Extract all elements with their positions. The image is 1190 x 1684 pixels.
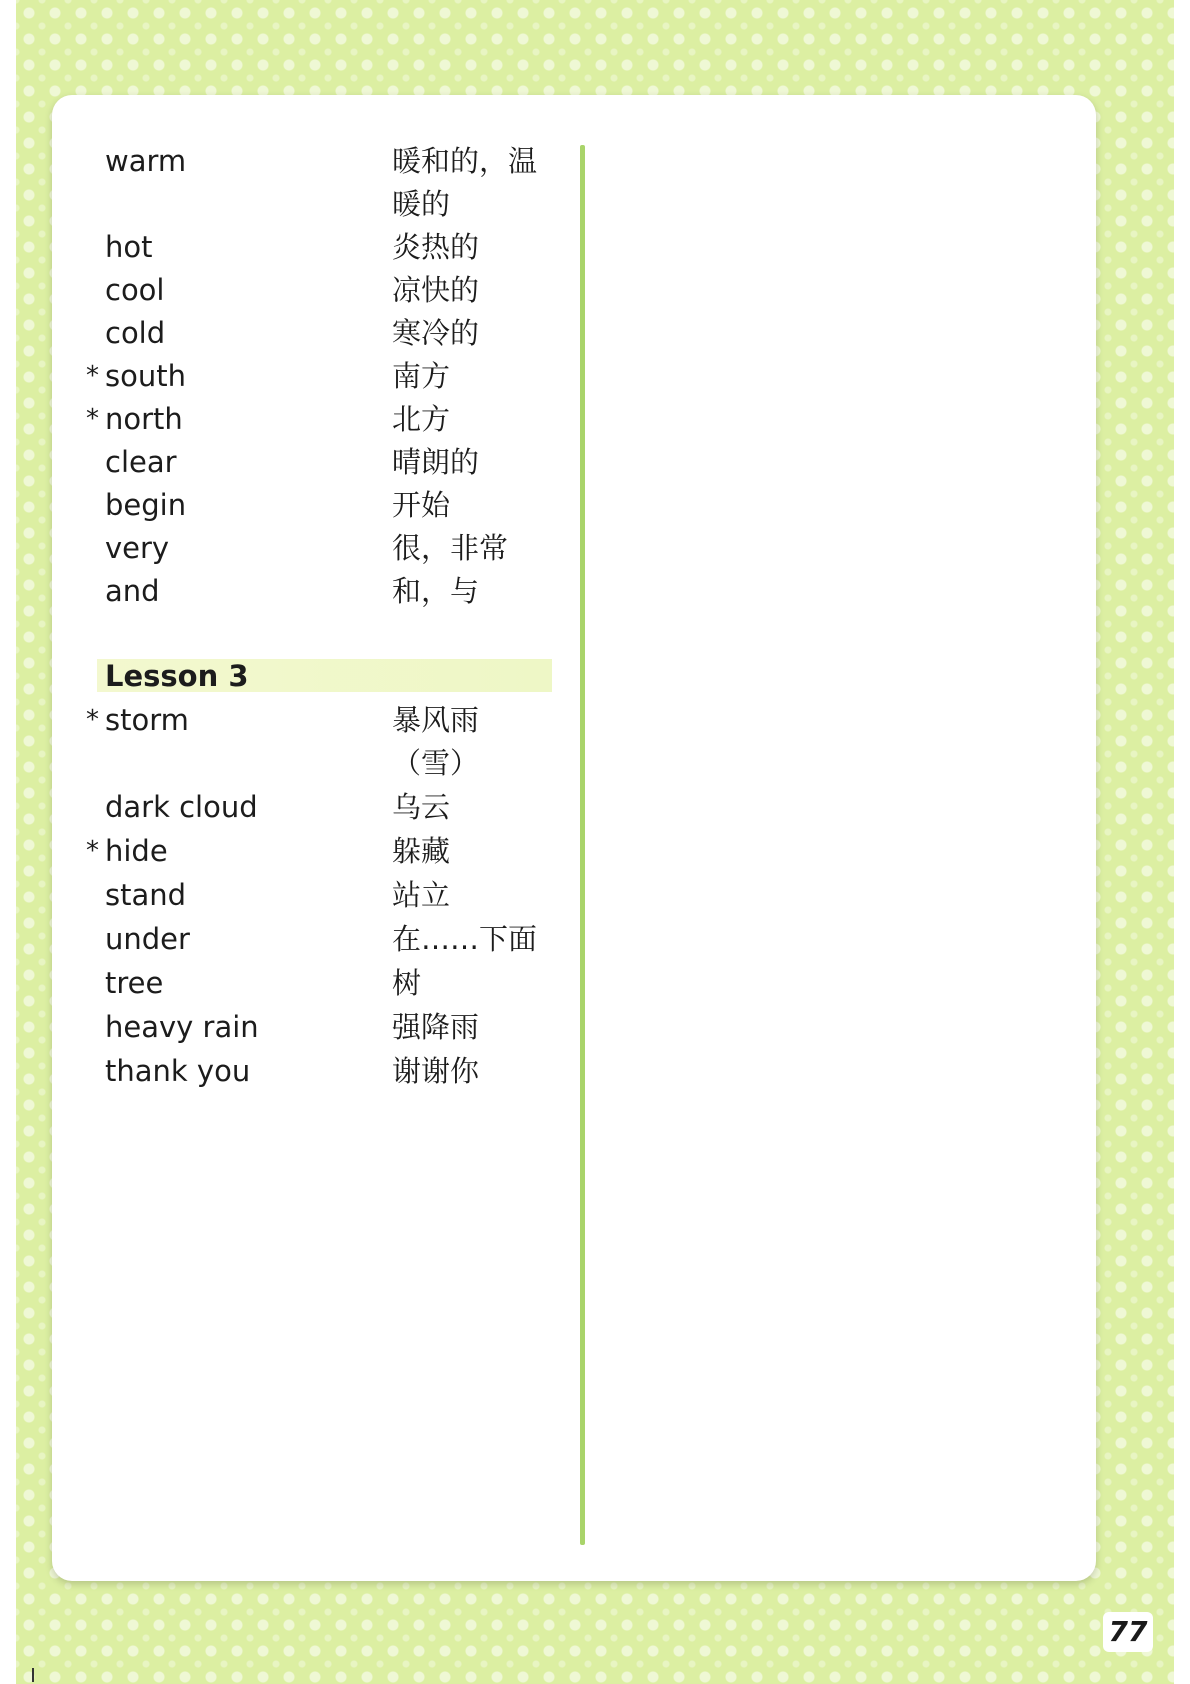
english-word: clear [105, 445, 177, 479]
star-marker: * [86, 836, 99, 866]
column-divider [580, 145, 585, 1545]
english-word: dark cloud [105, 790, 258, 824]
vocab-row [0, 1050, 560, 1093]
english-word: hide [105, 834, 168, 868]
vocab-row [0, 962, 560, 1005]
chinese-meaning: 树 [392, 966, 422, 1000]
vocab-row [0, 786, 560, 829]
vocab-row [0, 355, 560, 398]
vocab-row [0, 484, 560, 527]
english-word: thank you [105, 1054, 251, 1088]
chinese-meaning: 站立 [392, 878, 451, 912]
chinese-meaning: 躲藏 [392, 834, 451, 868]
star-marker: * [86, 705, 99, 735]
vocabulary-list [0, 0, 560, 1120]
english-word: heavy rain [105, 1010, 259, 1044]
vocab-row [0, 269, 560, 312]
chinese-meaning: 谢谢你 [392, 1054, 480, 1088]
english-word: north [105, 402, 183, 436]
chinese-meaning: 开始 [392, 488, 451, 522]
chinese-meaning: 在……下面 [392, 922, 538, 956]
chinese-meaning: 暖和的，温暖的 [392, 144, 538, 221]
lesson-heading: Lesson 3 [105, 659, 249, 693]
chinese-meaning: 炎热的 [392, 230, 480, 264]
vocab-row [0, 441, 560, 484]
vocab-row [0, 226, 560, 269]
vocab-row [0, 699, 560, 780]
vocab-row [0, 312, 560, 355]
english-word: warm [105, 144, 187, 178]
english-word: south [105, 359, 186, 393]
chinese-meaning: 强降雨 [392, 1010, 480, 1044]
english-word: hot [105, 230, 153, 264]
chinese-meaning: 北方 [392, 402, 451, 436]
english-word: very [105, 531, 170, 565]
edge-mark [32, 1668, 34, 1682]
chinese-meaning: 凉快的 [392, 273, 480, 307]
english-word: and [105, 574, 160, 608]
chinese-meaning: 南方 [392, 359, 451, 393]
chinese-meaning: 乌云 [392, 790, 451, 824]
vocab-row [0, 874, 560, 917]
star-marker: * [86, 361, 99, 391]
chinese-meaning: 和，与 [392, 574, 480, 608]
english-word: cold [105, 316, 166, 350]
english-word: stand [105, 878, 187, 912]
english-word: begin [105, 488, 187, 522]
english-word: storm [105, 703, 189, 737]
vocab-row [0, 570, 560, 613]
vocab-row [0, 1006, 560, 1049]
english-word: tree [105, 966, 164, 1000]
chinese-meaning: 暴风雨（雪） [392, 703, 480, 780]
english-word: cool [105, 273, 165, 307]
chinese-meaning: 晴朗的 [392, 445, 480, 479]
vocab-row [0, 527, 560, 570]
vocab-row [0, 830, 560, 873]
vocab-row [0, 918, 560, 961]
english-word: under [105, 922, 190, 956]
star-marker: * [86, 404, 99, 434]
vocab-row [0, 398, 560, 441]
chinese-meaning: 寒冷的 [392, 316, 480, 350]
chinese-meaning: 很，非常 [392, 531, 509, 565]
page-number: 77 [1103, 1612, 1153, 1652]
vocab-row [0, 140, 560, 221]
